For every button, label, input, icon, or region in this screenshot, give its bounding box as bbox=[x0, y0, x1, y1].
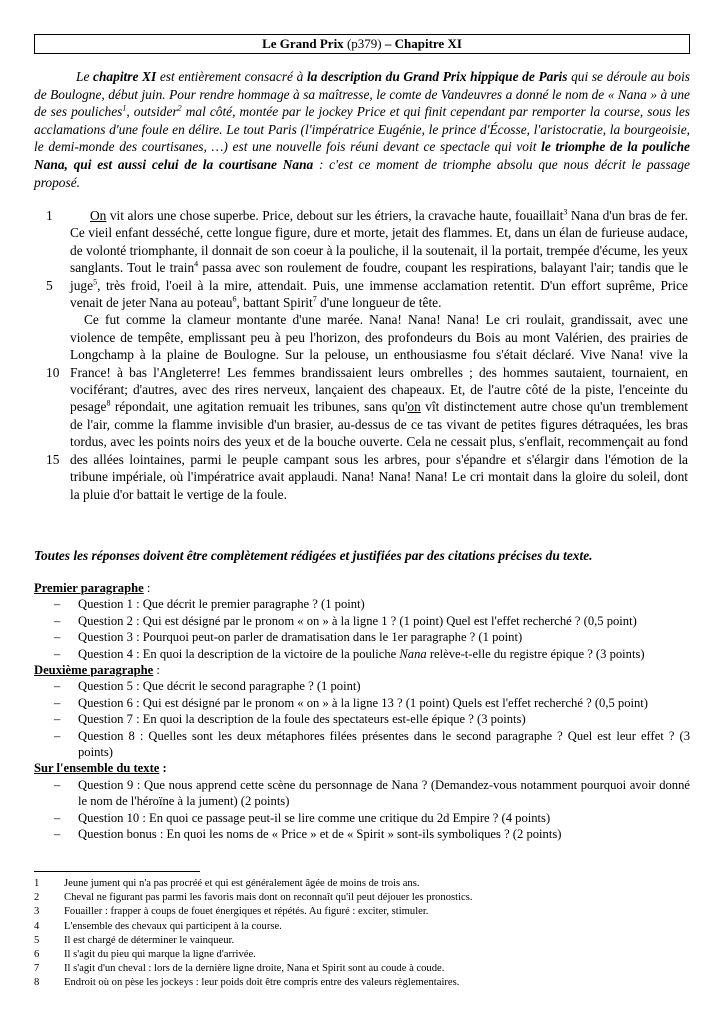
footnote-item bbox=[34, 976, 694, 990]
passage-text: passa avec son roulement de foudre, coupant les respirations, balayant l'air; tandis que le juge bbox=[70, 260, 689, 293]
dash-bullet: – bbox=[54, 827, 61, 842]
intro-text: mal côté, montée par le jockey Price et qui finit cependant par remporter la course, sous les acclamations d'une foule en délire. Le tout Paris (l'impératrice Eugénie, le prince d'Écosse, l'aristocratie, la bourgeoisie, le demi-monde des courtisanes, …) est une nouvelle fois réuni devant ce spectacle qui voit bbox=[34, 104, 690, 155]
intro-text: : c'est ce moment de triomphe absolu que nous décrit le passage proposé. bbox=[34, 156, 690, 190]
dash-bullet: – bbox=[54, 679, 61, 694]
section-heading-text: Sur l'ensemble du texte bbox=[34, 761, 160, 776]
section-heading-3 bbox=[34, 760, 690, 776]
line-number: 5 bbox=[46, 277, 53, 293]
intro-paragraph bbox=[34, 68, 690, 191]
passage-text: , battant Spirit bbox=[236, 295, 313, 311]
question-item bbox=[34, 826, 690, 842]
intro-bold: le triomphe de la pouliche Nana, qui est aussi celui de la courtisane Nana bbox=[34, 139, 691, 172]
question-item bbox=[34, 810, 690, 826]
line-number: 1 bbox=[46, 208, 53, 223]
section-heading-2 bbox=[34, 662, 690, 678]
intro-bold: chapitre XI bbox=[93, 69, 157, 84]
passage-text: répondait, une agitation remuait les tribunes, sans qu' bbox=[110, 399, 408, 415]
intro-text: , outsider bbox=[126, 104, 178, 120]
section-heading-text: Deuxième paragraphe bbox=[34, 663, 154, 678]
footnote-number: 4 bbox=[34, 920, 40, 932]
question-list bbox=[34, 580, 690, 843]
passage-text: , très froid, l'oeil à la mire, attendait. Puis, une immense acclamation retentit. D'un effort suprême, Price venait de jeter Nana au poteau bbox=[70, 277, 688, 311]
section-heading-text: Premier paragraphe bbox=[34, 581, 144, 595]
footnote-text: L'ensemble des chevaux qui participent à la course. bbox=[64, 920, 282, 932]
dash-bullet: – bbox=[54, 810, 61, 825]
question-item bbox=[34, 629, 690, 645]
footnote-number: 1 bbox=[34, 878, 40, 889]
footnote-ref: 6 bbox=[232, 294, 237, 304]
intro-bold: la description du Grand Prix hippique de Paris bbox=[306, 69, 568, 84]
footnote-text: Cheval ne figurant pas parmi les favoris mais dont on reconnaît qu'il peut déjouer les pronostics. bbox=[64, 892, 473, 904]
footnote-ref: 8 bbox=[106, 399, 111, 408]
question-item bbox=[34, 728, 690, 761]
footnote-ref: 3 bbox=[563, 207, 568, 217]
footnote-ref: 1 bbox=[122, 103, 127, 113]
footnote-item bbox=[34, 905, 694, 919]
footnote-number: 6 bbox=[34, 949, 40, 961]
question-text: Question 3 : Pourquoi peut-on parler de dramatisation dans le 1er paragraphe ? (1 point) bbox=[78, 630, 523, 645]
question-item bbox=[34, 646, 690, 662]
footnotes bbox=[34, 877, 694, 991]
footnote-ref: 5 bbox=[93, 277, 98, 287]
question-text: Question 7 : En quoi la description de la foule des spectateurs est-elle épique ? (3 points) bbox=[78, 712, 526, 727]
passage-text: vît distinctement autre chose qu'un tremblement de l'air, comme la flamme invisible d'un brasier, au-dessus de ce tas vivant de petites figures détraquées, les bras tordus, avec les points noirs des yeux et de la bouche ouverte. Cela ne cessait plus, s'enflait, recommençait au fond des allées lointaines, parmi le peuple campant sous les arbres, pour s'épandre et s'élargir dans l'émotion de la tribune impériale, où l'impératrice avait applaudi. Nana! Nana! Nana! Le cri montait dans la gloire du soleil, dont la pluie d'or battait le vertige de la foule. bbox=[70, 399, 688, 502]
title-chapter: – Chapitre XI bbox=[384, 36, 462, 51]
instructions: Toutes les réponses doivent être complètement rédigées et justifiées par des citations précises du texte. bbox=[34, 548, 593, 563]
footnote-text: Endroit où on pèse les jockeys : leur poids doit être compris entre des valeurs règlementaires. bbox=[64, 977, 460, 989]
footnote-text: Il s'agit du pieu qui marque la ligne d'arrivée. bbox=[64, 949, 256, 961]
intro-text: Le bbox=[76, 69, 94, 84]
question-text: Question 5 : Que décrit le second paragraphe ? (1 point) bbox=[78, 679, 361, 694]
literary-passage bbox=[70, 207, 688, 503]
passage-text: d'une longueur de tête. bbox=[316, 295, 442, 311]
page-title bbox=[34, 34, 690, 54]
dash-bullet: – bbox=[54, 728, 61, 743]
intro-text: est entièrement consacré à bbox=[156, 69, 307, 84]
underlined-pronoun: On bbox=[90, 208, 107, 223]
question-text: Question 1 : Que décrit le premier paragraphe ? (1 point) bbox=[78, 597, 365, 612]
dash-bullet: – bbox=[54, 646, 61, 661]
dash-bullet: – bbox=[54, 777, 61, 792]
footnote-text: Jeune jument qui n'a pas procréé et qui est généralement âgée de moins de trois ans. bbox=[64, 878, 420, 889]
dash-bullet: – bbox=[54, 695, 61, 710]
question-item bbox=[34, 596, 690, 612]
question-text: Question 10 : En quoi ce passage peut-il se lire comme une critique du 2d Empire ? (4 points) bbox=[78, 810, 551, 825]
passage-text: vit alors une chose superbe. Price, debout sur les étriers, la cravache haute, fouaillait bbox=[106, 208, 564, 223]
footnote-separator bbox=[34, 871, 200, 872]
question-text: Question 9 : Que nous apprend cette scène du personnage de Nana ? (Demandez-vous notamment pourquoi avoir donné le nom de l'héroïne à la jument) (2 points) bbox=[78, 777, 690, 809]
footnote-ref: 2 bbox=[177, 103, 182, 113]
passage-text: Ce fut comme la clameur montante d'une marée. Nana! Nana! Nana! Le cri roulait, grandissait, avec une violence de tempête, emplissant peu à peu l'horizon, des profondeurs du Bois au mont Valérien, des prairies de Longchamp à la plaine de Boulogne. Sur la pelouse, un enthousiasme fou s'était déclaré. Vive Nana! vive la France! à bas l'Angleterre! Les femmes brandissaient leurs ombrelles ; des hommes sautaient, tournaient, en vociférant; d'autres, avec des rires nerveux, lançaient des chapeaux. Et, de l'autre côté de la piste, l'enceinte du pesage bbox=[70, 312, 688, 415]
question-item bbox=[34, 777, 690, 810]
question-item bbox=[34, 678, 690, 694]
footnote-text: Il est chargé de déterminer le vainqueur. bbox=[64, 934, 235, 946]
question-text: Question bonus : En quoi les noms de « Price » et de « Spirit » sont-ils symboliques ? (2 points) bbox=[78, 827, 562, 842]
footnote-item bbox=[34, 962, 694, 976]
passage-paragraph-2 bbox=[70, 311, 688, 502]
question-text: Question 6 : Qui est désigné par le pronom « on » à la ligne 13 ? (1 point) Quels est l'effet recherché ? (0,5 point) bbox=[78, 695, 648, 710]
footnote-item bbox=[34, 891, 694, 905]
question-text: relève-t-elle du registre épique ? (3 points) bbox=[426, 646, 645, 661]
footnote-item bbox=[34, 948, 694, 962]
dash-bullet: – bbox=[54, 630, 61, 645]
passage-paragraph-1 bbox=[70, 207, 688, 311]
footnote-item bbox=[34, 877, 694, 891]
footnote-ref: 4 bbox=[194, 259, 199, 269]
footnote-number: 3 bbox=[34, 906, 40, 918]
question-item bbox=[34, 711, 690, 727]
footnote-number: 7 bbox=[34, 963, 40, 975]
question-item bbox=[34, 695, 690, 711]
dash-bullet: – bbox=[54, 613, 61, 628]
question-text: Question 8 : Quelles sont les deux métaphores filées présentes dans le second paragraphe ? Quel est leur effet ? (3 points) bbox=[78, 728, 690, 760]
question-item bbox=[34, 613, 690, 629]
passage-text: Nana d'un bras de fer. Ce vieil enfant desséché, cette longue figure, dure et morte, jetait des flammes. Et, dans un élan de furieuse audace, de volonté triomphante, il donnait de son coeur à la pouliche, il la soutenait, il la portait, trempée d'écume, les yeux sanglants. Tout le train bbox=[70, 208, 688, 276]
footnote-number: 8 bbox=[34, 977, 40, 989]
footnote-ref: 7 bbox=[312, 294, 317, 304]
section-heading-suffix: : bbox=[159, 761, 167, 776]
question-text: Question 2 : Qui est désigné par le pronom « on » à la ligne 1 ? (1 point) Quel est l'effet recherché ? (0,5 point) bbox=[78, 613, 637, 628]
underlined-pronoun: on bbox=[407, 399, 421, 415]
footnote-number: 5 bbox=[34, 934, 40, 946]
footnote-number: 2 bbox=[34, 892, 40, 904]
line-number: 15 bbox=[46, 451, 60, 467]
section-heading-1 bbox=[34, 580, 690, 596]
section-heading-suffix: : bbox=[143, 581, 151, 595]
question-italic: Nana bbox=[399, 646, 427, 661]
dash-bullet: – bbox=[54, 712, 61, 727]
title-page-ref: (p379) bbox=[343, 36, 385, 51]
dash-bullet: – bbox=[54, 597, 61, 612]
question-text: Question 4 : En quoi la description de la victoire de la pouliche bbox=[78, 646, 400, 661]
intro-text: qui se déroule au bois de Boulogne, début juin. Pour rendre hommage à sa maîtresse, le comte de Vandeuvres a donné le nom de « Nana » à une de ses pouliches bbox=[34, 69, 690, 120]
footnote-text: Il s'agit d'un cheval : lors de la dernière ligne droite, Nana et Spirit sont au coude à coude. bbox=[64, 963, 445, 975]
footnote-text: Fouailler : frapper à coups de fouet énergiques et répétés. Au figuré : exciter, stimuler. bbox=[64, 906, 429, 918]
section-heading-suffix: : bbox=[153, 663, 160, 678]
footnote-item bbox=[34, 934, 694, 948]
title-main: Le Grand Prix bbox=[262, 36, 344, 51]
footnote-item bbox=[34, 920, 694, 934]
line-number: 10 bbox=[46, 364, 60, 380]
